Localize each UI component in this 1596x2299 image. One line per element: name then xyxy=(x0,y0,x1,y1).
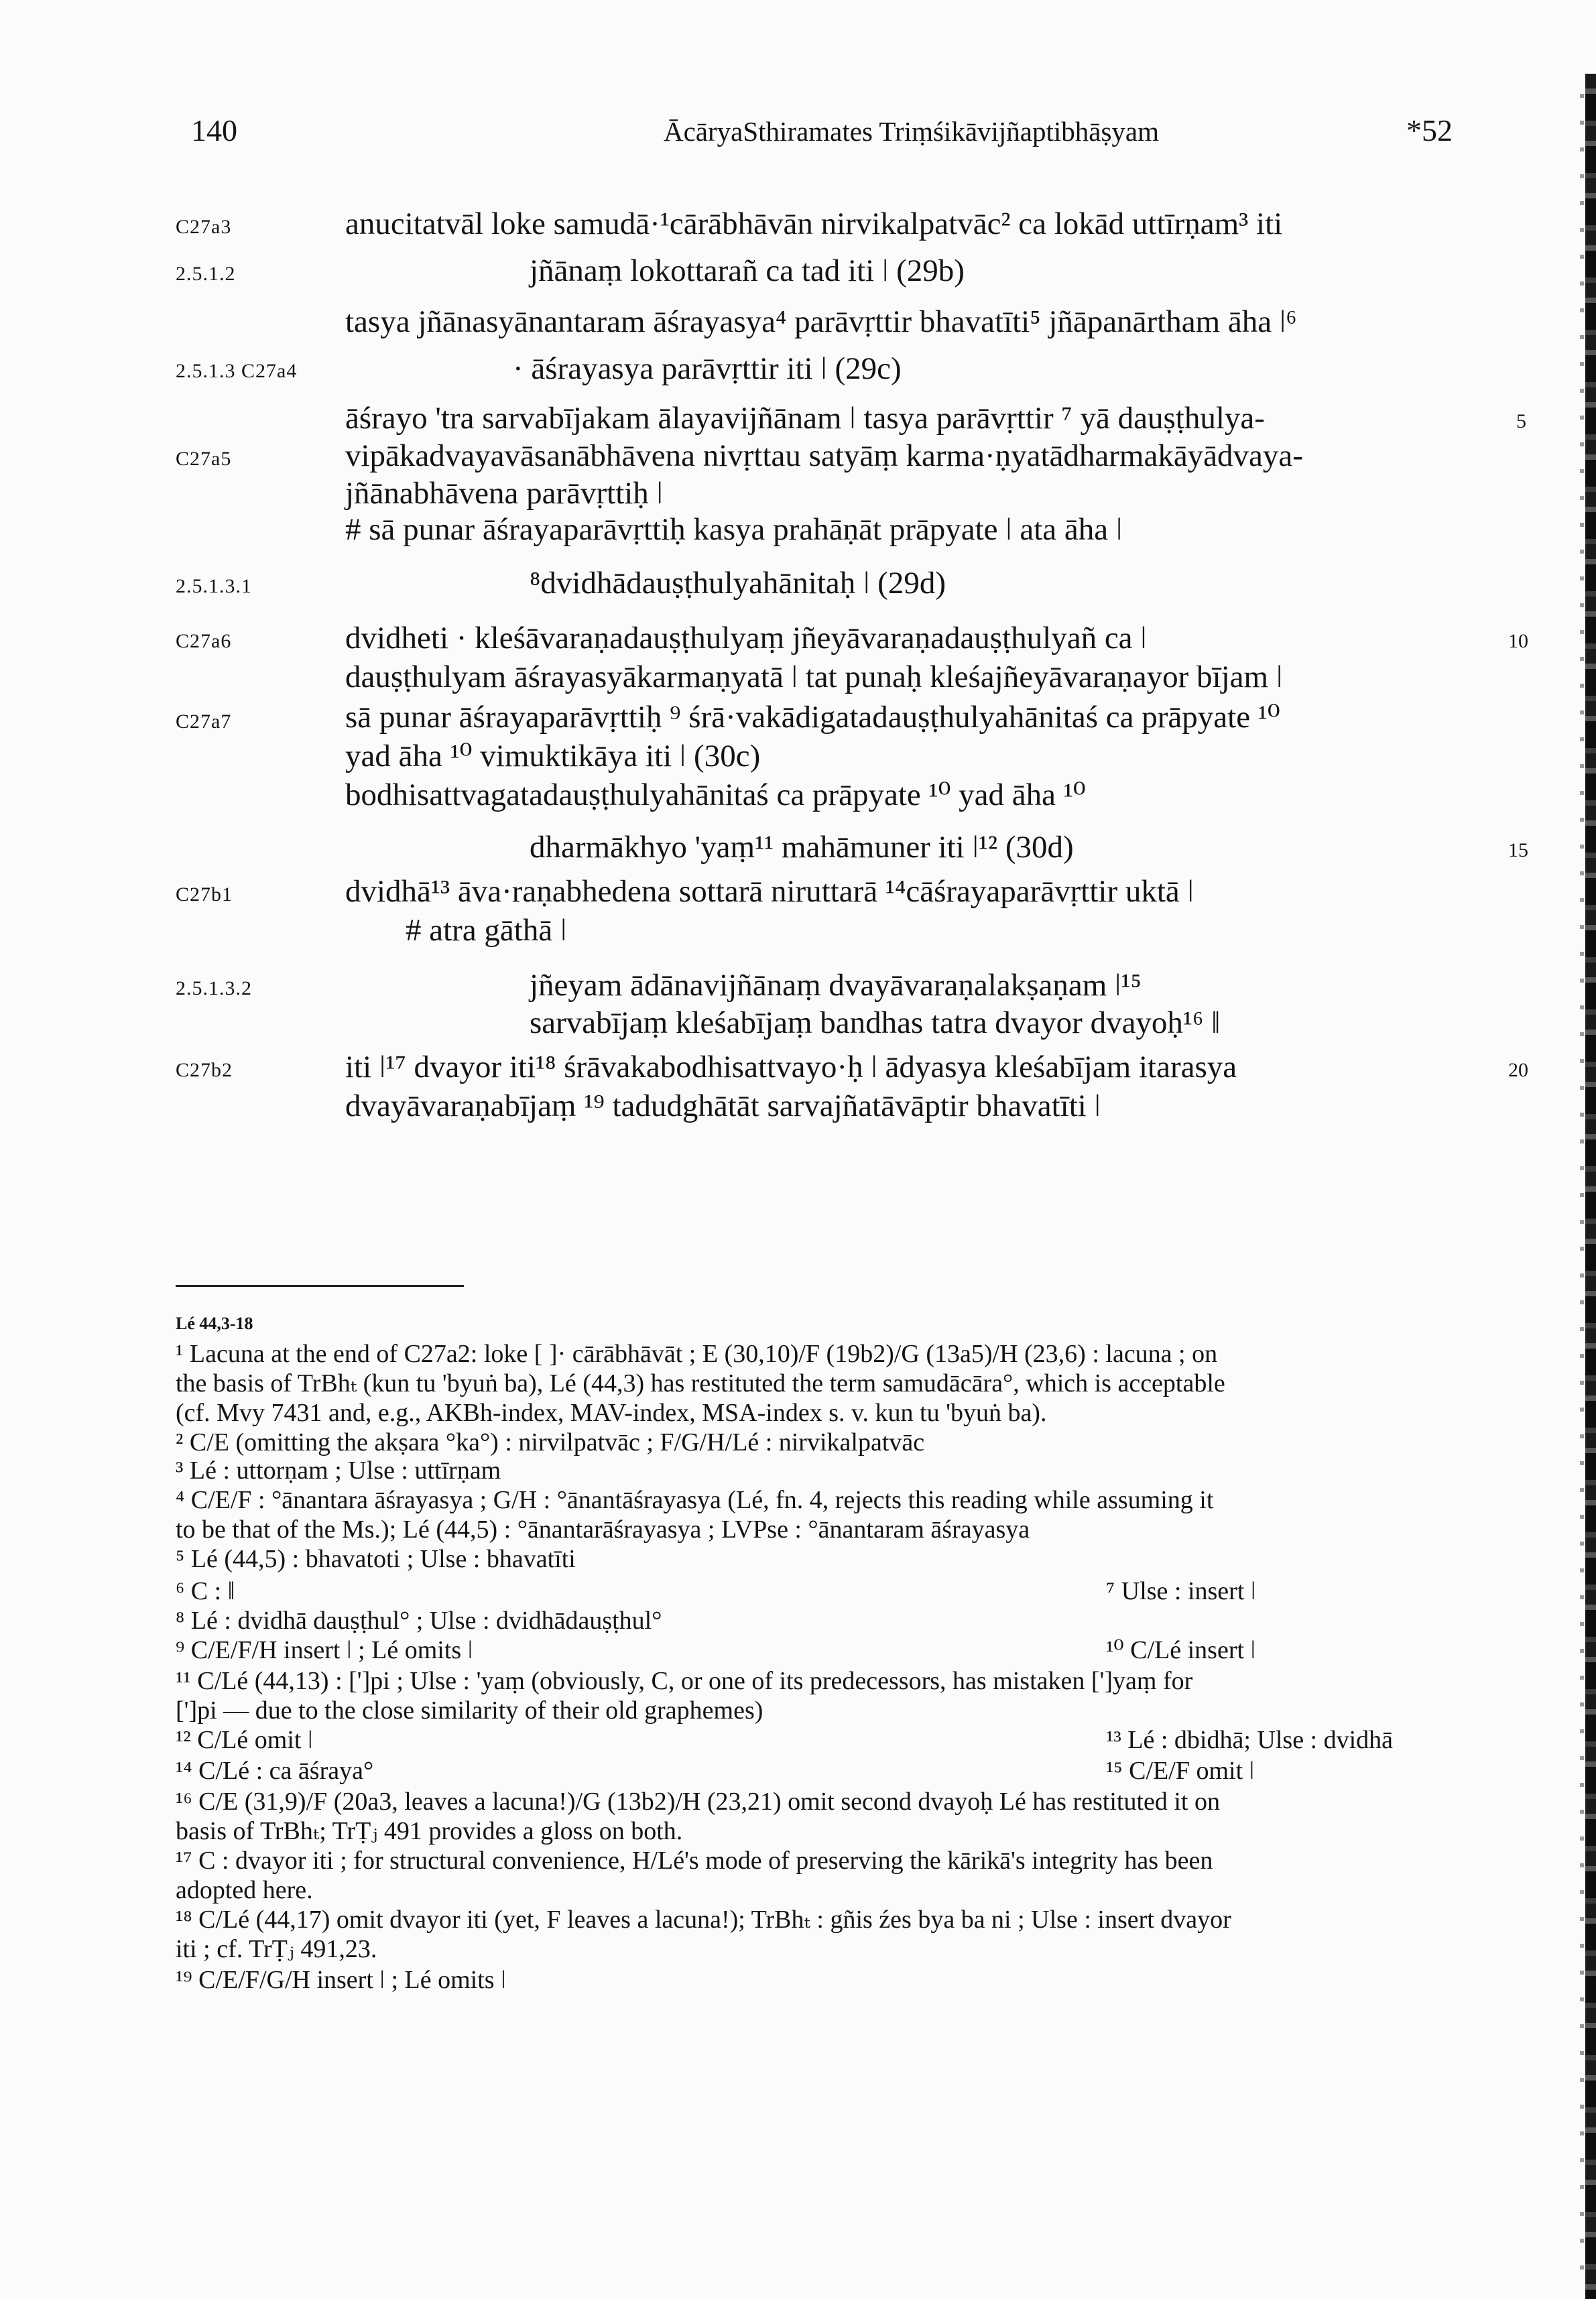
line-number: 5 xyxy=(1516,410,1526,432)
page-number: 140 xyxy=(191,113,237,147)
footnote-line: ⁶ C : ǁ xyxy=(176,1577,235,1605)
text-line: bodhisattvagatadauṣṭhulyahānitaś ca prāpyate ¹⁰ yad āha ¹⁰ xyxy=(345,778,1086,812)
footnote-separator xyxy=(176,1285,464,1287)
text-line: dvayāvaraṇabījaṃ ¹⁹ tadudghātāt sarvajñatāvāptir bhavatīti ǀ xyxy=(345,1089,1101,1123)
footnote-ref: Lé 44,3-18 xyxy=(176,1314,253,1333)
text-line: jñānaṃ lokottarañ ca tad iti ǀ (29b) xyxy=(530,253,965,288)
text-line: vipākadvayavāsanābhāvena nivṛttau satyāṃ karma·ṇyatādharmakāyādvaya- xyxy=(345,438,1303,473)
text-line: # sā punar āśrayaparāvṛttiḥ kasya prahāṇāt prāpyate ǀ ata āha ǀ xyxy=(345,512,1123,547)
row-label: 2.5.1.3 C27a4 xyxy=(176,360,298,382)
text-line: dauṣṭhulyam āśrayasyākarmaṇyatā ǀ tat punaḥ kleśajñeyāvaraṇayor bījam ǀ xyxy=(345,660,1283,694)
footnote-line: ¹⁵ C/E/F omit ǀ xyxy=(1106,1757,1255,1785)
row-label: C27a6 xyxy=(176,630,232,652)
footnote-line: ³ Lé : uttorṇam ; Ulse : uttīrṇam xyxy=(176,1456,501,1485)
running-title: ĀcāryaSthiramates Triṃśikāvijñaptibhāṣyam xyxy=(664,116,1160,147)
line-number: 20 xyxy=(1508,1059,1528,1081)
row-label: 2.5.1.3.2 xyxy=(176,977,252,999)
text-line: jñeyam ādānavijñānaṃ dvayāvaraṇalakṣaṇam ǀ¹⁵ xyxy=(530,968,1142,1003)
text-line: yad āha ¹⁰ vimuktikāya iti ǀ (30c) xyxy=(345,739,761,773)
footnote-line: ¹⁶ C/E (31,9)/F (20a3, leaves a lacuna!)/G (13b2)/H (23,21) omit second dvayoḥ Lé has restituted it on xyxy=(176,1788,1220,1816)
text-line: āśrayo 'tra sarvabījakam ālayavijñānam ǀ tasya parāvṛttir ⁷ yā dauṣṭhulya- xyxy=(345,401,1265,436)
footnote-line: [']pi — due to the close similarity of their old graphemes) xyxy=(176,1696,763,1725)
text-line: iti ǀ¹⁷ dvayor iti¹⁸ śrāvakabodhisattvayo·ḥ ǀ ādyasya kleśabījam itarasya xyxy=(345,1050,1237,1084)
row-label: C27a7 xyxy=(176,710,232,733)
row-label: C27b1 xyxy=(176,883,233,906)
footnote-line: ¹⁰ C/Lé insert ǀ xyxy=(1106,1636,1256,1664)
text-line: anucitatvāl loke samudā·¹cārābhāvān nirvikalpatvāc² ca lokād uttīrṇam³ iti xyxy=(345,206,1283,241)
footnote-line: ⁸ Lé : dvidhā dauṣṭhul° ; Ulse : dvidhādauṣṭhul° xyxy=(176,1607,662,1635)
text-line: tasya jñānasyānantaram āśrayasya⁴ parāvṛttir bhavatīti⁵ jñāpanārtham āha ǀ⁶ xyxy=(345,304,1297,339)
text-line: sā punar āśrayaparāvṛttiḥ ⁹ śrā·vakādigatadauṣṭhulyahānitaś ca prāpyate ¹⁰ xyxy=(345,700,1280,735)
row-label: 2.5.1.2 xyxy=(176,263,236,285)
footnote-line: ¹ Lacuna at the end of C27a2: loke [ ]· cārābhāvāt ; E (30,10)/F (19b2)/G (13a5)/H (23,6) : lacuna ; on xyxy=(176,1340,1218,1368)
line-number: 15 xyxy=(1508,839,1528,861)
text-line: # atra gāthā ǀ xyxy=(406,913,567,948)
footnote-line: basis of TrBhₜ; TrṬⱼ 491 provides a gloss on both. xyxy=(176,1817,683,1845)
footnote-line: ² C/E (omitting the akṣara °ka°) : nirvilpatvāc ; F/G/H/Lé : nirvikalpatvāc xyxy=(176,1428,925,1456)
text-line: jñānabhāvena parāvṛttiḥ ǀ xyxy=(345,476,663,511)
scan-edge-shadow xyxy=(1585,74,1596,2299)
section-ref: *52 xyxy=(1406,113,1453,147)
footnote-line: ¹⁹ C/E/F/G/H insert ǀ ; Lé omits ǀ xyxy=(176,1966,506,1994)
footnote-line: (cf. Mvy 7431 and, e.g., AKBh-index, MAV-index, MSA-index s. v. kun tu 'byuṅ ba). xyxy=(176,1399,1047,1427)
footnote-line: ⁵ Lé (44,5) : bhavatoti ; Ulse : bhavatīti xyxy=(176,1545,576,1573)
text-line: dvidhā¹³ āva·raṇabhedena sottarā niruttarā ¹⁴cāśrayaparāvṛttir uktā ǀ xyxy=(345,874,1194,909)
line-number: 10 xyxy=(1508,630,1528,652)
footnote-line: ¹¹ C/Lé (44,13) : [']pi ; Ulse : 'yaṃ (obviously, C, or one of its predecessors, has mistaken [']yaṃ for xyxy=(176,1667,1193,1695)
footnote-line: ⁷ Ulse : insert ǀ xyxy=(1106,1577,1256,1605)
footnote-line: to be that of the Ms.); Lé (44,5) : °ānantarāśrayasya ; LVPse : °ānantaram āśrayasya xyxy=(176,1515,1030,1544)
text-line: · āśrayasya parāvṛttir iti ǀ (29c) xyxy=(513,351,902,386)
row-label: C27b2 xyxy=(176,1059,233,1081)
row-label: C27a5 xyxy=(176,448,232,470)
footnote-line: ⁴ C/E/F : °ānantara āśrayasya ; G/H : °ānantāśrayasya (Lé, fn. 4, rejects this reading while assuming it xyxy=(176,1486,1214,1514)
text-line: dvidheti · kleśāvaraṇadauṣṭhulyaṃ jñeyāvaraṇadauṣṭhulyañ ca ǀ xyxy=(345,621,1147,656)
row-label: 2.5.1.3.1 xyxy=(176,575,252,597)
footnote-line: ¹³ Lé : dbidhā; Ulse : dvidhā xyxy=(1106,1726,1394,1754)
footnote-line: iti ; cf. TrṬⱼ 491,23. xyxy=(176,1935,377,1963)
text-line: dharmākhyo 'yaṃ¹¹ mahāmuner iti ǀ¹² (30d) xyxy=(530,830,1074,865)
scan-edge-marks xyxy=(1580,94,1584,2279)
footnote-line: ¹⁷ C : dvayor iti ; for structural convenience, H/Lé's mode of preserving the kārikā's integrity has been xyxy=(176,1847,1213,1875)
footnote-line: ¹² C/Lé omit ǀ xyxy=(176,1726,313,1754)
footnote-line: ¹⁴ C/Lé : ca āśraya° xyxy=(176,1757,374,1785)
footnote-line: ¹⁸ C/Lé (44,17) omit dvayor iti (yet, F leaves a lacuna!); TrBhₜ : gñis źes bya ba ni ; Ulse : insert dvayor xyxy=(176,1906,1231,1934)
footnote-line: the basis of TrBhₜ (kun tu 'byuṅ ba), Lé (44,3) has restituted the term samudācāra°, which is acceptable xyxy=(176,1369,1225,1397)
row-label: C27a3 xyxy=(176,216,232,238)
text-line: ⁸dvidhādauṣṭhulyahānitaḥ ǀ (29d) xyxy=(530,566,946,601)
text-line: sarvabījaṃ kleśabījaṃ bandhas tatra dvayor dvayoḥ¹⁶ ǁ xyxy=(530,1005,1221,1040)
footnote-line: ⁹ C/E/F/H insert ǀ ; Lé omits ǀ xyxy=(176,1636,473,1664)
footnote-line: adopted here. xyxy=(176,1876,313,1904)
